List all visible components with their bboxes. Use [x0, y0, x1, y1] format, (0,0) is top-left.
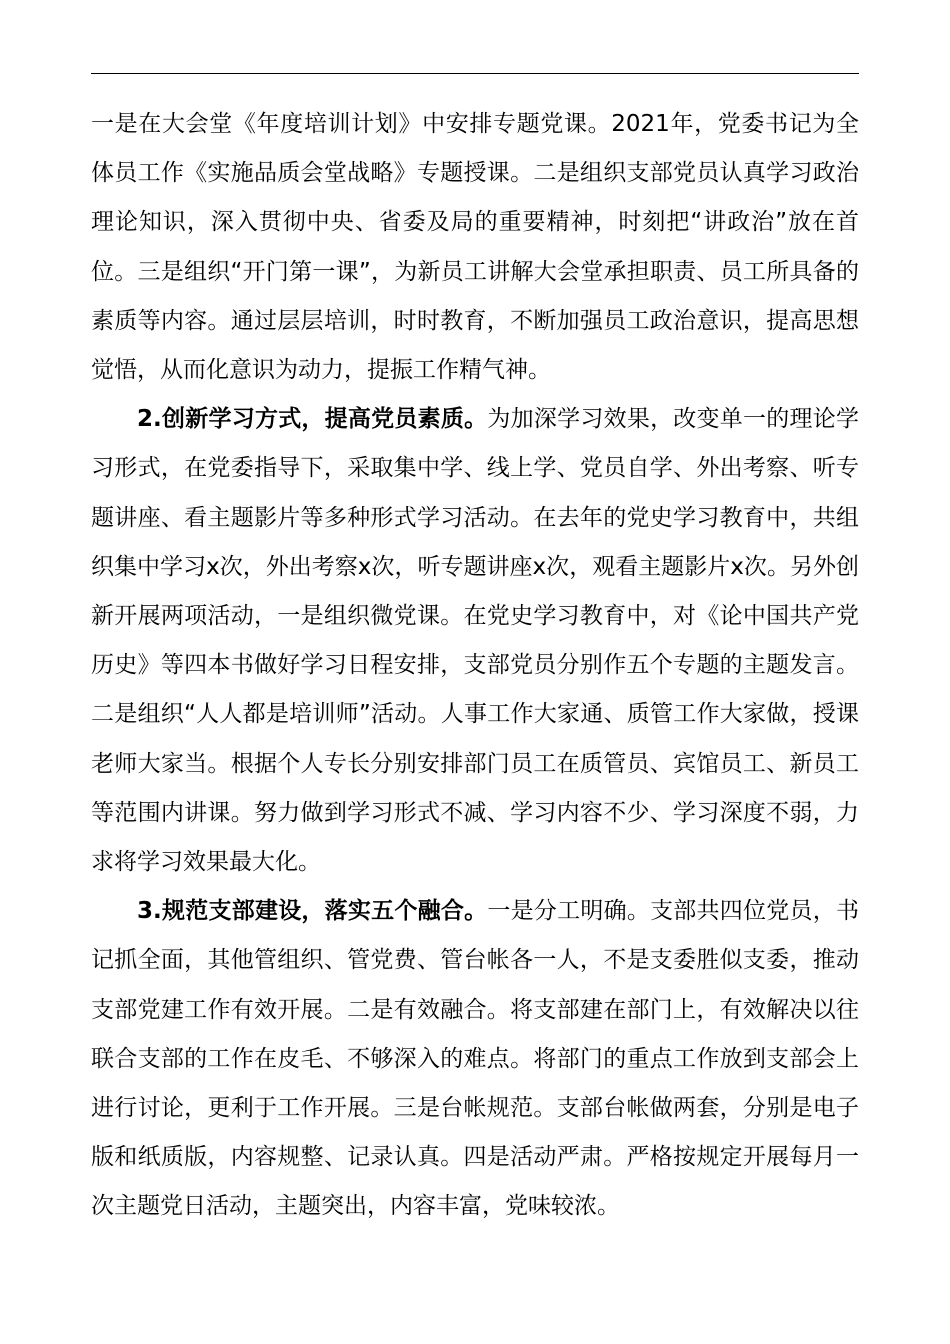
paragraph-1-text: 一是在大会堂《年度培训计划》中安排专题党课。2021年，党委书记为全体员工作《实施品质会堂战略》专题授课。二是组织支部党员认真学习政治理论知识，深入贯彻中央、省委及局的重要精神，时刻把“讲政治”放在首位。三是组织“开门第一课”，为新员工讲解大会堂承担职责、员工所具备的素质等内容。通过层层培训，时时教育，不断加强员工政治意识，提高思想觉悟，从而化意识为动力，提振工作精气神。	[91, 111, 859, 384]
paragraph-1	[91, 100, 859, 395]
paragraph-3-text: 一是分工明确。支部共四位党员，书记抓全面，其他管组织、管党费、管台帐各一人，不是支委胜似支委，推动支部党建工作有效开展。二是有效融合。将支部建在部门上，有效解决以往联合支部的工作在皮毛、不够深入的难点。将部门的重点工作放到支部会上进行讨论，更利于工作开展。三是台帐规范。支部台帐做两套，分别是电子版和纸质版，内容规整、记录认真。四是活动严肃。严格按规定开展每月一次主题党日活动，主题突出，内容丰富，党味较浓。	[91, 898, 860, 1220]
paragraph-2-lead: 2.创新学习方式，提高党员素质。	[137, 406, 488, 433]
paragraph-2-text: 为加深学习效果，改变单一的理论学习形式，在党委指导下，采取集中学、线上学、党员自学、外出考察、听专题讲座、看主题影片等多种形式学习活动。在去年的党史学习教育中，共组织集中学习x次，外出考察x次，听专题讲座x次，观看主题影片x次。另外创新开展两项活动，一是组织微党课。在党史学习教育中，对《论中国共产党历史》等四本书做好学习日程安排，支部党员分别作五个专题的主题发言。二是组织“人人都是培训师”活动。人事工作大家通、质管工作大家做，授课老师大家当。根据个人专长分别安排部门员工在质管员、宾馆员工、新员工等范围内讲课。努力做到学习形式不减、学习内容不少、学习深度不弱，力求将学习效果最大化。	[91, 406, 860, 876]
header-rule	[91, 73, 859, 74]
paragraph-3-lead: 3.规范支部建设，落实五个融合。	[137, 898, 488, 925]
paragraph-3	[91, 887, 859, 1231]
document-body	[91, 100, 859, 1232]
paragraph-2	[91, 395, 859, 887]
